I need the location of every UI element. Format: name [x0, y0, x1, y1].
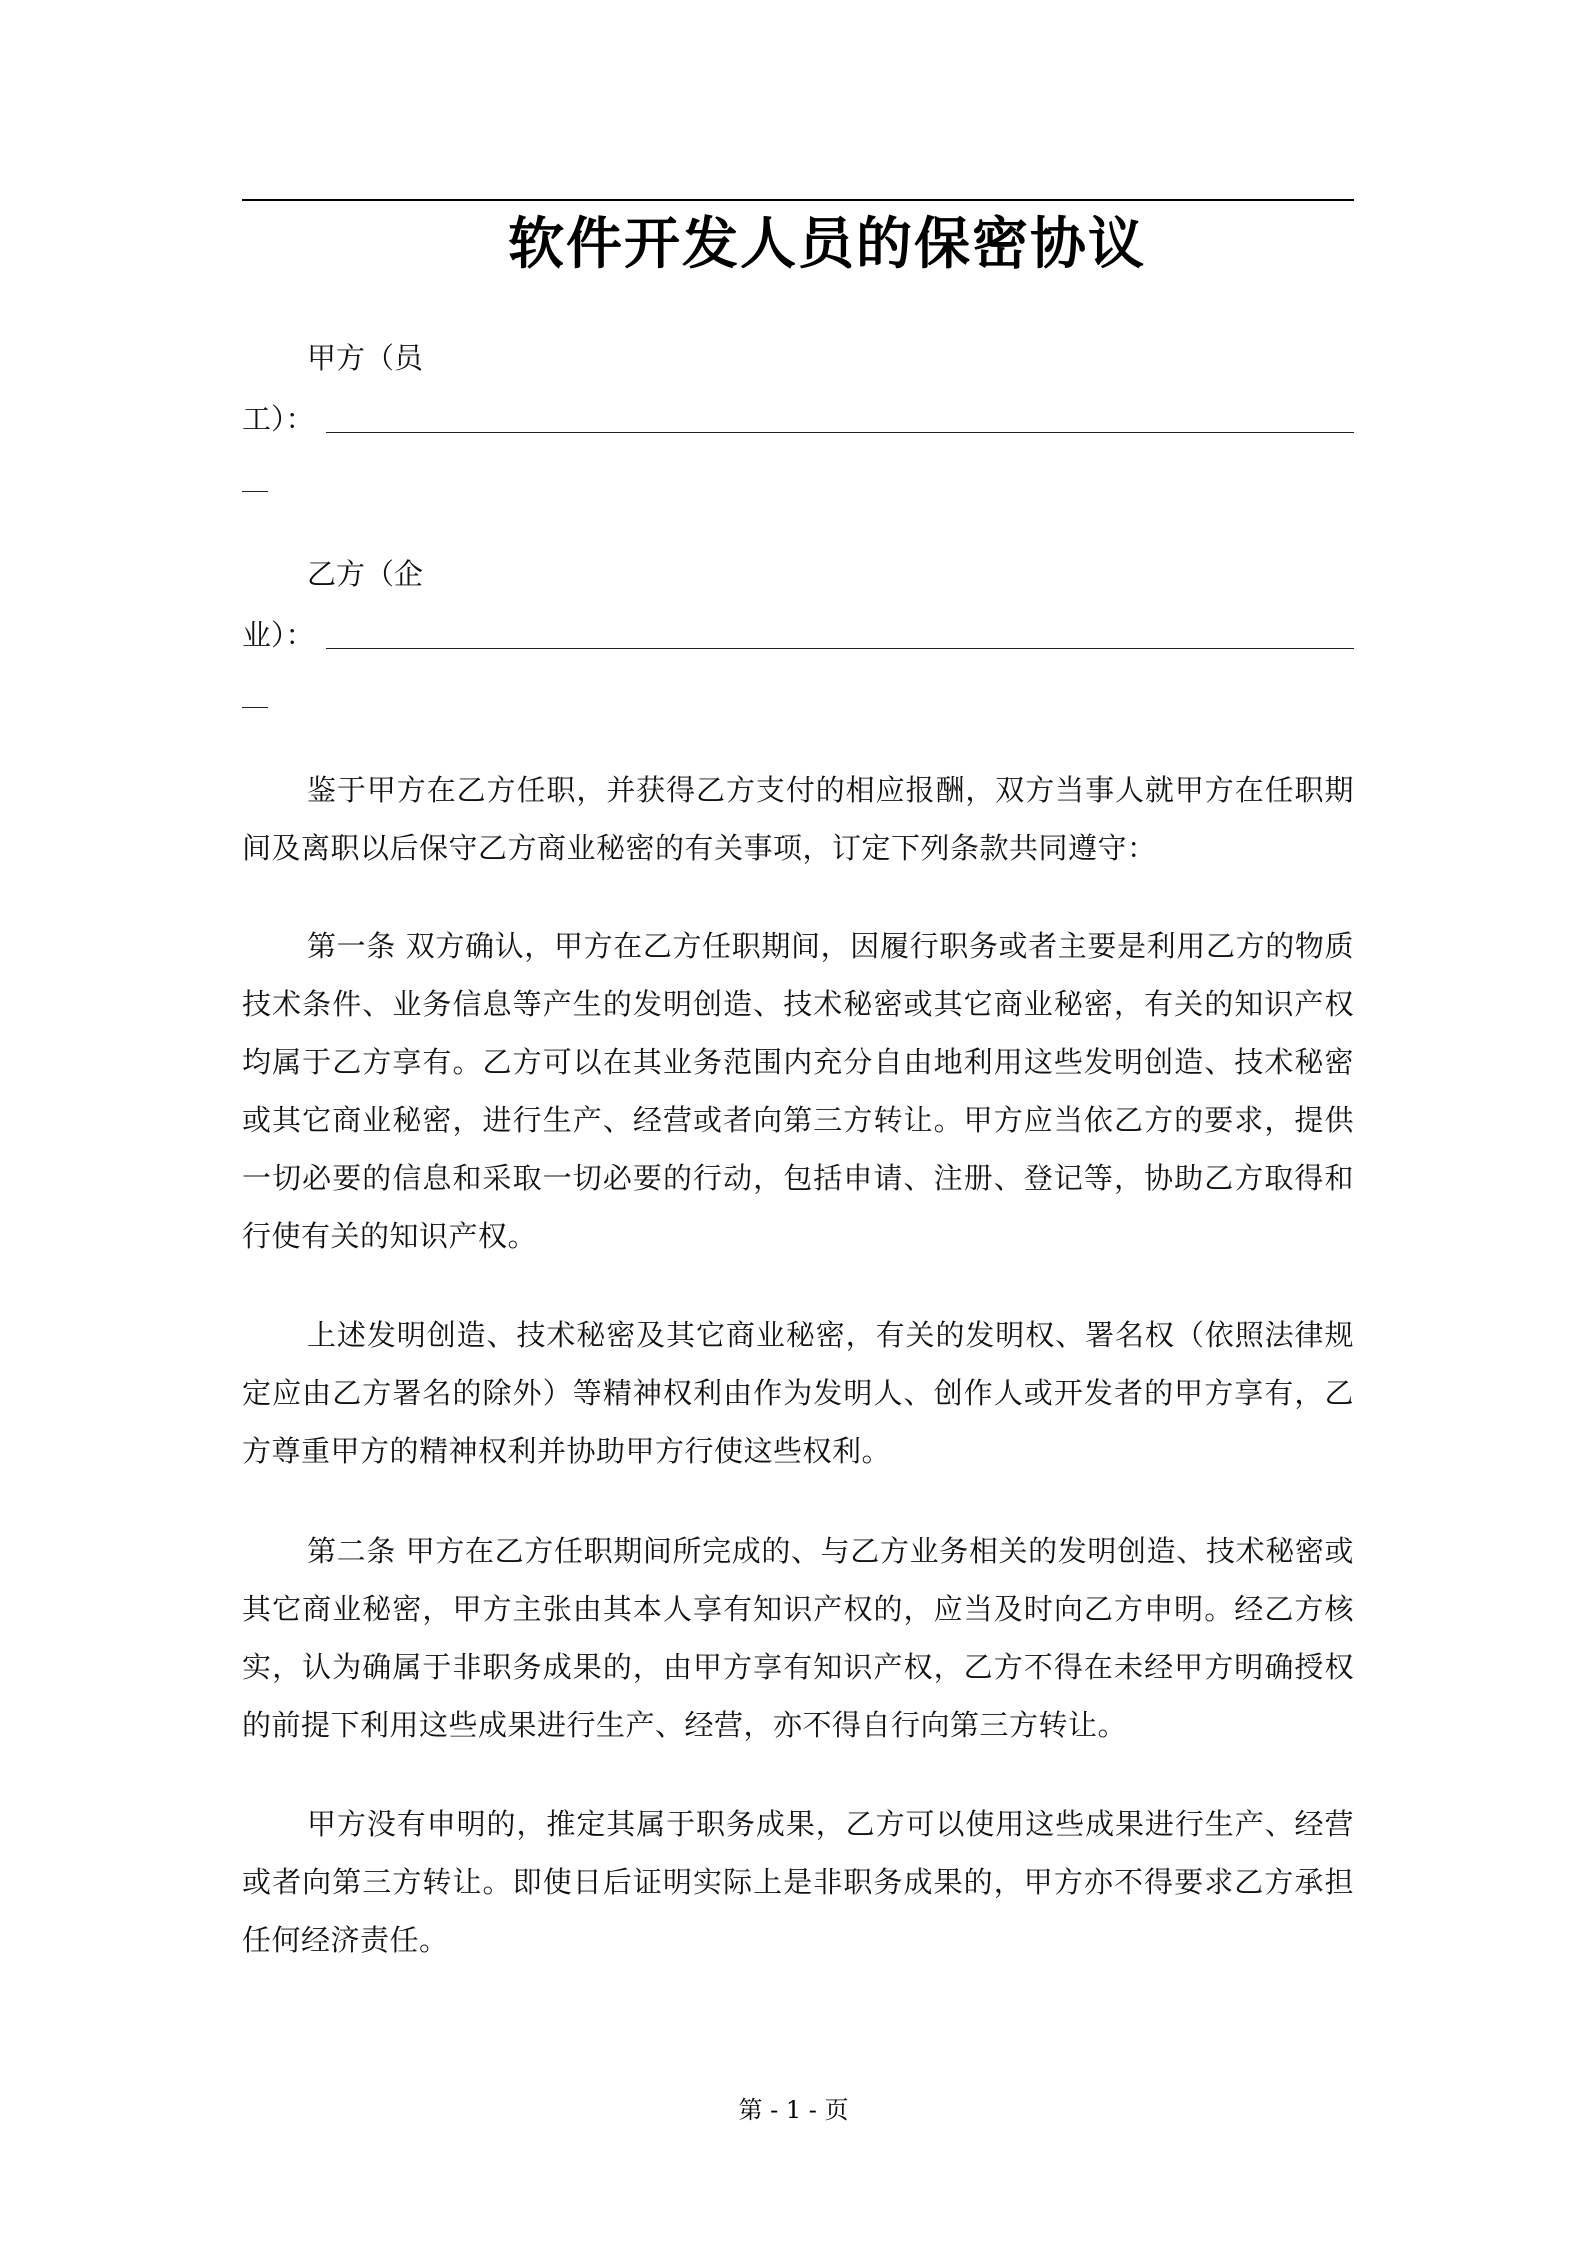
paragraph-preamble: 鉴于甲方在乙方任职，并获得乙方支付的相应报酬，双方当事人就甲方在任职期间及离职以后保守乙方商业秘密的有关事项，订定下列条款共同遵守：: [242, 773, 1354, 865]
paragraph-article-1: 第一条 双方确认，甲方在乙方任职期间，因履行职务或者主要是利用乙方的物质技术条件、业务信息等产生的发明创造、技术秘密或其它商业秘密，有关的知识产权均属于乙方享有。乙方可以在其业务范围内充分自由地利用这些发明创造、技术秘密或其它商业秘密，进行生产、经营或者向第三方转让。甲方应当依乙方的要求，提供一切必要的信息和采取一切必要的行动，包括申请、注册、登记等，协助乙方取得和行使有关的知识产权。: [242, 929, 1354, 1253]
party-b-label: 乙方（企: [307, 557, 424, 591]
party-b-trail-dash: [242, 707, 268, 708]
party-a-trail-dash: [242, 491, 268, 492]
paragraph-article-2-default: 甲方没有申明的，推定其属于职务成果，乙方可以使用这些成果进行生产、经营或者向第三方转让。即使日后证明实际上是非职务成果的，甲方亦不得要求乙方承担任何经济责任。: [242, 1807, 1354, 1957]
party-b-blank-line: [326, 648, 1354, 649]
party-b-label-cont: 业）：: [242, 618, 315, 652]
paragraph-article-2: 第二条 甲方在乙方任职期间所完成的、与乙方业务相关的发明创造、技术秘密或其它商业秘密，甲方主张由其本人享有知识产权的，应当及时向乙方申明。经乙方核实，认为确属于非职务成果的，由甲方享有知识产权，乙方不得在未经甲方明确授权的前提下利用这些成果进行生产、经营，亦不得自行向第三方转让。: [242, 1534, 1354, 1742]
party-a-label-cont: 工）：: [242, 402, 315, 436]
party-a-label: 甲方（员: [307, 341, 424, 375]
party-a-blank-line: [326, 432, 1354, 433]
paragraph-article-1-rights: 上述发明创造、技术秘密及其它商业秘密，有关的发明权、署名权（依照法律规定应由乙方署名的除外）等精神权利由作为发明人、创作人或开发者的甲方享有，乙方尊重甲方的精神权利并协助甲方行使这些权利。: [242, 1318, 1354, 1468]
page-number: 第 - 1 - 页: [738, 2096, 849, 2124]
header-rule: [242, 199, 1354, 201]
document-title: 软件开发人员的保密协议: [508, 212, 1146, 277]
